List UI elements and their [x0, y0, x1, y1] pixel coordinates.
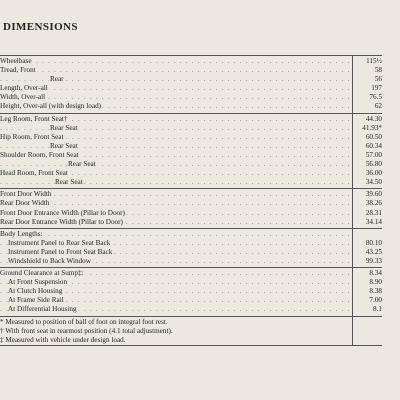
row-value: 56.80	[365, 160, 382, 169]
row-label-text: Rear Seat	[50, 123, 78, 132]
row-value: 39.60	[365, 190, 382, 199]
row-label-text: Rear Seat	[68, 160, 96, 169]
dimension-group	[0, 229, 382, 268]
footnote-text: † With front seat in rearmost position (4.1 total adjustment).	[0, 326, 173, 335]
dimension-group	[0, 114, 382, 190]
row-label-text: Windshield to Back Window	[8, 256, 91, 265]
footnote	[0, 318, 382, 327]
row-label-text: Front Door Entrance Width (Pillar to Door)	[0, 208, 125, 217]
row-label-text: Width, Over-all	[0, 93, 46, 102]
row-value: 8.1	[373, 305, 382, 314]
row-value: 41.93*	[362, 123, 382, 132]
row-label	[0, 142, 350, 151]
table-row	[0, 296, 382, 305]
row-label-text: At Front Suspension	[8, 278, 68, 287]
row-label	[0, 178, 350, 187]
row-label-text: Length, Over-all	[0, 84, 48, 93]
row-label	[0, 239, 350, 248]
table-row	[0, 218, 382, 227]
row-value: 99.33	[365, 256, 382, 265]
row-label	[0, 209, 350, 218]
row-label	[0, 199, 350, 208]
row-value: 36.00	[365, 169, 382, 178]
row-value: 60.34	[365, 141, 382, 150]
row-label	[0, 115, 350, 124]
dimension-group	[0, 268, 382, 316]
row-label	[0, 151, 350, 160]
row-label-text: Body Lengths:	[0, 229, 43, 238]
row-value: 56	[374, 75, 382, 84]
table-row	[0, 190, 382, 199]
row-value: 76.5	[369, 93, 382, 102]
row-label	[0, 93, 350, 102]
row-label	[0, 190, 350, 199]
table-row	[0, 84, 382, 93]
row-value: 43.25	[365, 247, 382, 256]
row-label-text: Leg Room, Front Seat†	[0, 114, 68, 123]
table-row	[0, 248, 382, 257]
row-label-text: Rear	[50, 75, 64, 84]
row-label-text: Ground Clearance at Sump‡:	[0, 269, 84, 278]
row-label	[0, 230, 350, 239]
table-row	[0, 133, 382, 142]
row-label-text: Shoulder Room, Front Seat	[0, 150, 79, 159]
row-value: 34.50	[365, 178, 382, 187]
row-label	[0, 66, 350, 75]
row-label	[0, 287, 350, 296]
row-label-text: At Frame Side Rail	[8, 296, 64, 305]
footnotes	[0, 317, 382, 345]
table-row	[0, 239, 382, 248]
row-label-text: Hip Room, Front Seat	[0, 132, 64, 141]
table-row	[0, 160, 382, 169]
table-row	[0, 124, 382, 133]
table-row	[0, 287, 382, 296]
table-row	[0, 169, 382, 178]
row-label	[0, 84, 350, 93]
row-label-text: Tread, Front	[0, 66, 36, 75]
row-label	[0, 218, 350, 227]
row-value: 58	[374, 66, 382, 75]
row-label	[0, 278, 350, 287]
row-label-text: At Differential Housing	[8, 305, 77, 314]
table-row	[0, 66, 382, 75]
row-value: 62	[374, 102, 382, 111]
row-label	[0, 305, 350, 314]
table-row	[0, 269, 382, 278]
row-value: 8.38	[369, 287, 382, 296]
table-row	[0, 142, 382, 151]
row-value: 44.30	[365, 114, 382, 123]
row-label	[0, 269, 350, 278]
table-row	[0, 57, 382, 66]
table-row	[0, 93, 382, 102]
row-label	[0, 124, 350, 133]
row-label	[0, 160, 350, 169]
row-value: 7.00	[369, 296, 382, 305]
row-value: 60.50	[365, 132, 382, 141]
row-label	[0, 102, 350, 111]
row-label	[0, 75, 350, 84]
table-row	[0, 305, 382, 314]
row-label-text: Rear Seat	[50, 141, 78, 150]
row-value: 57.00	[365, 150, 382, 159]
row-label-text: Rear Seat	[55, 178, 83, 187]
row-label	[0, 296, 350, 305]
table-row	[0, 278, 382, 287]
row-label-text: At Clutch Housing	[8, 287, 63, 296]
dimension-group	[0, 56, 382, 114]
row-label-text: Wheelbase	[0, 57, 32, 65]
row-label-text: Head Room, Front Seat	[0, 169, 68, 178]
footnote-text: * Measured to position of ball of foot on integral foot rest.	[0, 317, 168, 326]
row-label	[0, 57, 350, 66]
table-row	[0, 230, 382, 239]
table-row	[0, 199, 382, 208]
table-row	[0, 209, 382, 218]
row-label-text: Rear Door Entrance Width (Pillar to Door)	[0, 217, 123, 226]
row-value: 28.31	[365, 208, 382, 217]
table-row	[0, 102, 382, 111]
row-value: 8.34	[369, 269, 382, 278]
table-row	[0, 257, 382, 266]
row-label	[0, 257, 350, 266]
table-row	[0, 115, 382, 124]
row-label	[0, 169, 350, 178]
dimensions-table	[0, 55, 382, 346]
row-value: 197	[371, 84, 382, 93]
row-label-text: Rear Door Width	[0, 199, 50, 208]
table-row	[0, 151, 382, 160]
row-value: 80.10	[365, 238, 382, 247]
row-label-text: Height, Over-all (with design load)	[0, 102, 102, 111]
row-value: 8.90	[369, 278, 382, 287]
row-label-text: Instrument Panel to Rear Seat Back	[8, 238, 111, 247]
dimension-group	[0, 189, 382, 228]
footnote	[0, 336, 382, 345]
footnote	[0, 327, 382, 336]
row-label-text: Front Door Width	[0, 190, 52, 199]
page-title: DIMENSIONS	[3, 21, 78, 33]
table-row	[0, 75, 382, 84]
row-value: 34.14	[365, 217, 382, 226]
row-label-text: Instrument Panel to Front Seat Back	[8, 247, 113, 256]
footnote-text: ‡ Measured with vehicle under design load.	[0, 335, 126, 344]
row-value: 115½	[366, 57, 382, 65]
table-row	[0, 178, 382, 187]
row-label	[0, 133, 350, 142]
row-value: 38.26	[365, 199, 382, 208]
row-label	[0, 248, 350, 257]
